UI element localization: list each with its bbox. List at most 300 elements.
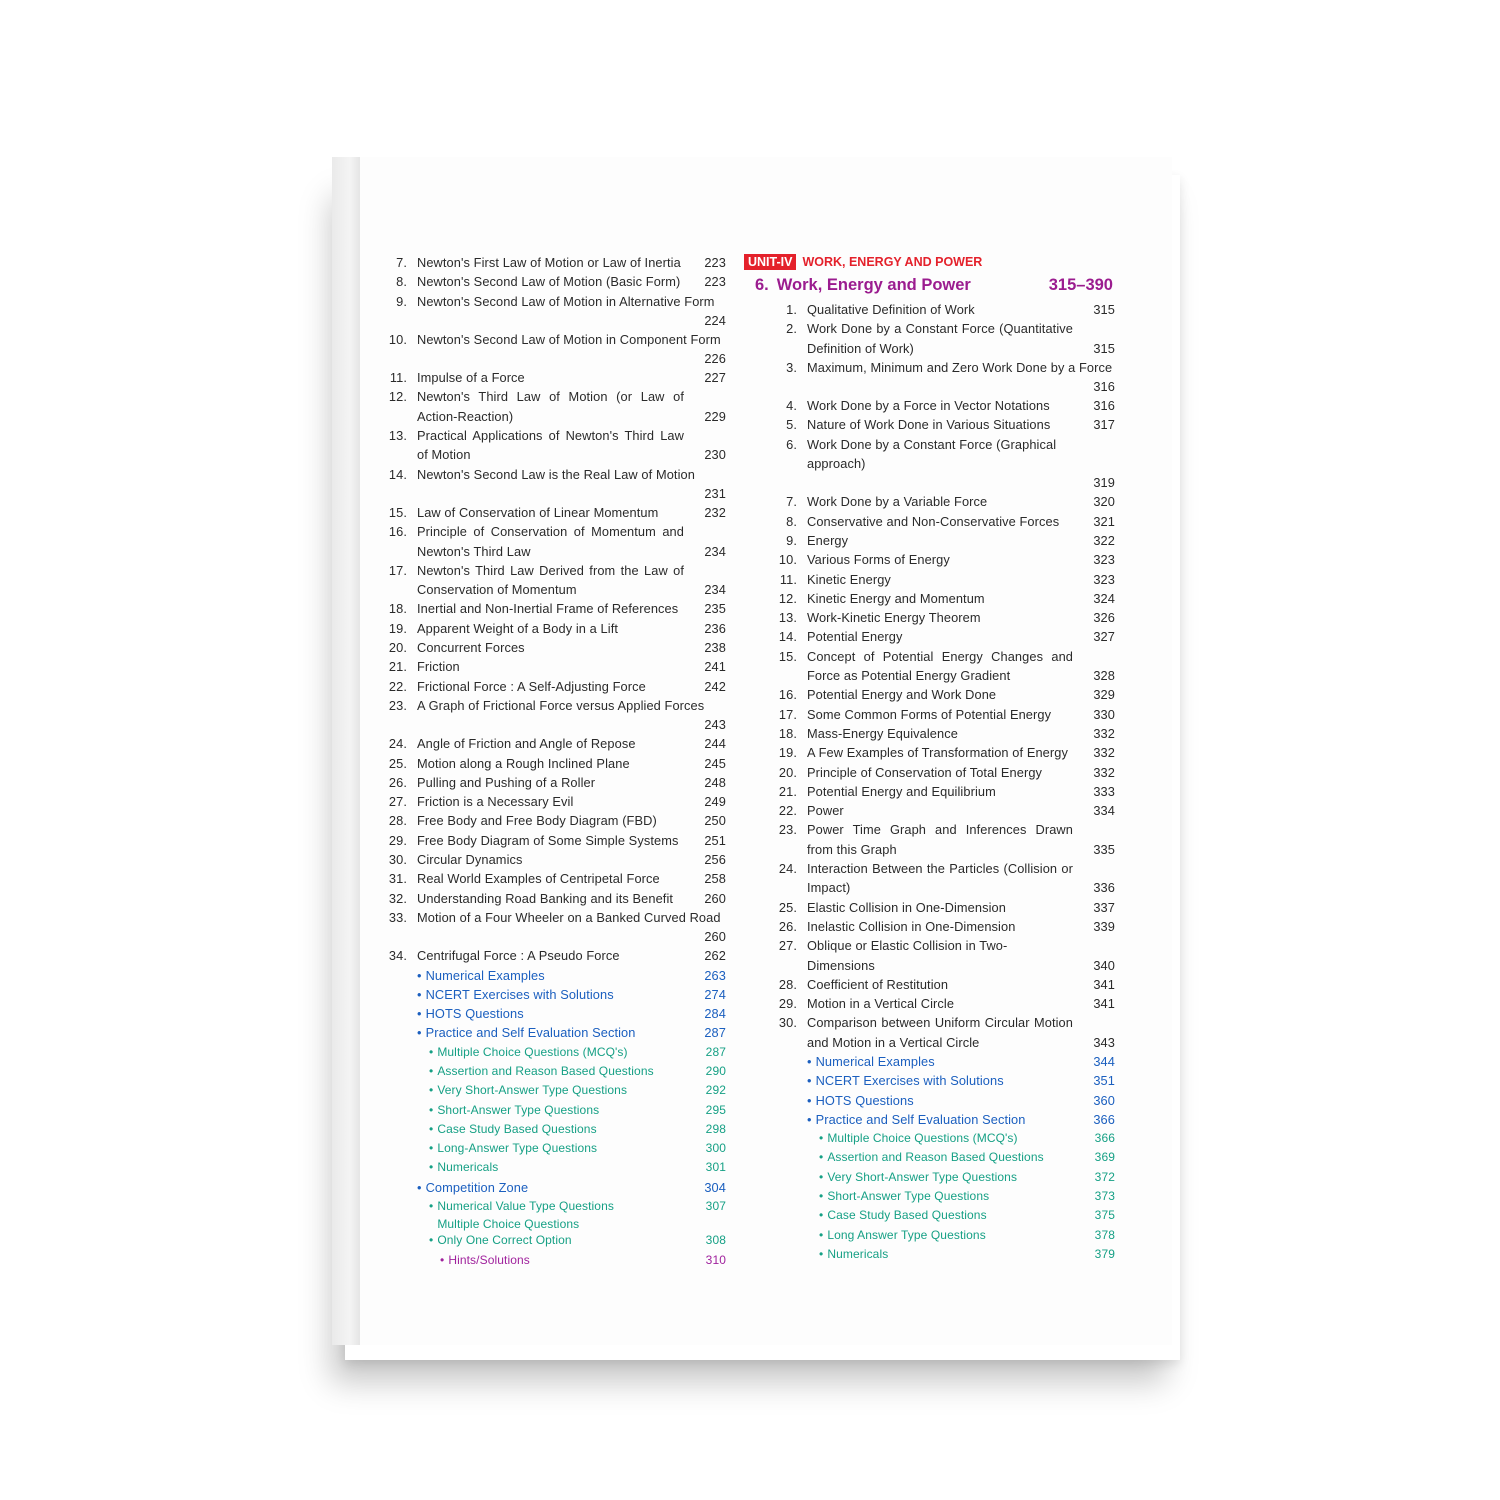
page-number: 375 [1094, 1208, 1115, 1223]
subentry-title: Case Study Based Questions [827, 1208, 987, 1223]
subentry-title: Very Short-Answer Type Questions [827, 1169, 1018, 1184]
page-number: 224 [704, 312, 726, 328]
bullet-icon: • [417, 1006, 422, 1022]
toc-entry [385, 908, 728, 946]
toc-subentry [775, 1071, 1117, 1090]
entry-title: Centrifugal Force : A Pseudo Force [417, 948, 620, 964]
entry-title: Inelastic Collision in One-Dimension [807, 918, 1016, 934]
page-number: 301 [705, 1160, 726, 1175]
chapter-pages: 315–390 [1048, 276, 1113, 294]
subentry-title: Hints/Solutions [448, 1252, 530, 1267]
bullet-icon: • [819, 1208, 824, 1223]
toc-entry [385, 368, 728, 387]
toc-entry [385, 387, 728, 426]
page-number: 326 [1093, 610, 1115, 626]
entry-title: Free Body Diagram of Some Simple Systems [417, 832, 679, 848]
page-number: 319 [1093, 475, 1115, 491]
page-number: 231 [704, 485, 726, 501]
page-number: 373 [1094, 1189, 1115, 1204]
entry-number: 2. [786, 321, 797, 337]
bullet-icon: • [819, 1246, 824, 1261]
entry-title: Potential Energy [807, 629, 903, 645]
entry-title: Apparent Weight of a Body in a Lift [417, 620, 619, 636]
toc-entry [385, 869, 728, 888]
bullet-icon: • [429, 1199, 434, 1214]
entry-number: 8. [786, 513, 797, 529]
entry-number: 11. [389, 370, 407, 386]
page-number: 372 [1094, 1169, 1115, 1184]
entry-number: 20. [388, 640, 407, 656]
toc-entry [385, 889, 728, 908]
entry-title: Concurrent Forces [417, 640, 525, 656]
subentry-title: HOTS Questions [815, 1092, 914, 1108]
toc-subentry [775, 1091, 1117, 1110]
page-number: 332 [1093, 764, 1115, 780]
toc-subentry [385, 1158, 728, 1177]
toc-entry [775, 512, 1117, 531]
toc-entry [775, 975, 1117, 994]
bullet-icon: • [429, 1141, 434, 1156]
toc-entry [385, 292, 728, 330]
toc-entry [385, 946, 728, 965]
toc-subentry [775, 1206, 1117, 1225]
toc-entry [775, 415, 1117, 434]
page-number: 329 [1093, 687, 1115, 703]
entry-title: Power Time Graph and Inferences Drawn from this Graph [807, 822, 1073, 857]
subentry-title: Numerical Examples [815, 1053, 935, 1069]
page-number: 300 [705, 1141, 726, 1156]
page-number: 262 [704, 948, 726, 964]
toc-subentry [385, 1081, 728, 1100]
chapter-title: Work, Energy and Power [776, 276, 971, 294]
entry-number: 32. [388, 890, 407, 906]
page-number: 226 [704, 350, 726, 366]
toc-subentry [775, 1226, 1117, 1245]
chapter-number: 6. [755, 276, 769, 294]
entry-number: 9. [396, 293, 407, 309]
entry-number: 13. [778, 610, 797, 626]
subentry-title: Numericals [437, 1160, 499, 1175]
subentry-title: HOTS Questions [425, 1006, 524, 1022]
entry-number: 27. [778, 938, 797, 954]
toc-entry [385, 638, 728, 657]
page-number: 234 [704, 582, 726, 598]
page-number: 315 [1093, 340, 1115, 356]
toc-subentry [385, 1139, 728, 1158]
entry-title: Inertial and Non-Inertial Frame of References [417, 601, 679, 617]
page-number: 328 [1093, 668, 1115, 684]
entry-title: Circular Dynamics [417, 852, 523, 868]
toc-entry [385, 599, 728, 618]
entry-number: 18. [778, 725, 797, 741]
entry-number: 30. [778, 1015, 797, 1031]
toc-entry [775, 763, 1117, 782]
entry-title: Energy [807, 532, 849, 548]
entry-number: 19. [388, 620, 407, 636]
page-number: 290 [705, 1063, 726, 1078]
toc-entry [385, 272, 728, 291]
subentry-title: Numerical Examples [425, 967, 545, 983]
toc-entry [385, 465, 728, 503]
entry-number: 6. [786, 436, 797, 452]
toc-entry [775, 685, 1117, 704]
page-number: 251 [704, 832, 726, 848]
entry-number: 28. [388, 813, 407, 829]
entry-number: 9. [786, 532, 797, 548]
subentry-title: Assertion and Reason Based Questions [437, 1063, 654, 1078]
page-number: 292 [705, 1083, 726, 1098]
toc-entry [775, 705, 1117, 724]
page-number: 360 [1093, 1092, 1115, 1108]
page-number: 320 [1093, 494, 1115, 510]
entry-number: 28. [778, 976, 797, 992]
entry-title: Potential Energy and Work Done [807, 687, 997, 703]
entry-title: Work Done by a Force in Vector Notations [807, 398, 1050, 414]
page-number: 249 [704, 794, 726, 810]
page-number: 366 [1093, 1111, 1115, 1127]
toc-entry [385, 734, 728, 753]
bullet-icon: • [807, 1092, 812, 1108]
toc-entry [775, 801, 1117, 820]
subentry-title: Multiple Choice Questions (MCQ's) [437, 1044, 628, 1059]
page-number: 379 [1094, 1246, 1115, 1261]
entry-title: Qualitative Definition of Work [807, 302, 975, 317]
entry-title: Maximum, Minimum and Zero Work Done by a Force [807, 359, 1113, 375]
page-number: 241 [704, 659, 726, 675]
entry-number: 3. [786, 359, 797, 375]
unit-title: WORK, ENERGY AND POWER [802, 254, 983, 269]
page-number: 330 [1093, 706, 1115, 722]
page-number: 263 [704, 967, 726, 983]
toc-entry [385, 522, 728, 561]
page-number: 287 [705, 1044, 726, 1059]
toc-subentry [385, 1004, 728, 1023]
entry-number: 25. [388, 755, 407, 771]
entry-title: Newton's Third Law Derived from the Law of Conservation of Momentum [417, 562, 684, 598]
entry-title: Concept of Potential Energy Changes and Force as Potential Energy Gradient [807, 648, 1073, 684]
bullet-icon: • [429, 1044, 434, 1059]
entry-title: Principle of Conservation of Total Energy [807, 764, 1043, 780]
toc-entry [385, 253, 728, 272]
entry-title: Work-Kinetic Energy Theorem [807, 610, 981, 626]
page-number: 337 [1093, 899, 1115, 915]
page-number: 351 [1093, 1073, 1115, 1089]
entry-title: Elastic Collision in One-Dimension [807, 899, 1006, 915]
toc-entry [385, 657, 728, 676]
toc-entry [775, 724, 1117, 743]
toc-entry [775, 550, 1117, 569]
entry-title: Work Done by a Constant Force (Graphical approach) [807, 436, 1057, 472]
entry-title: Newton's First Law of Motion or Law of Inertia [417, 255, 681, 270]
page-number: 304 [704, 1179, 726, 1195]
entry-number: 5. [786, 417, 797, 433]
page-number: 238 [704, 640, 726, 656]
page-number: 274 [704, 986, 726, 1002]
page-number: 232 [704, 504, 726, 520]
toc-entry [775, 608, 1117, 627]
page-number: 316 [1093, 398, 1115, 414]
toc-subentry [385, 985, 728, 1004]
page-number: 235 [704, 601, 726, 617]
entry-title: Principle of Conservation of Momentum and Newton's Third Law [417, 524, 684, 559]
toc-entry [385, 619, 728, 638]
toc-entry [385, 754, 728, 773]
entry-title: Free Body and Free Body Diagram (FBD) [417, 813, 657, 829]
toc-subentry [385, 1062, 728, 1081]
page-number: 230 [704, 447, 726, 463]
toc-entry [775, 994, 1117, 1013]
entry-number: 24. [388, 736, 407, 752]
toc-entry [385, 792, 728, 811]
toc-subentry [385, 1023, 728, 1042]
toc-entry [775, 1013, 1117, 1052]
toc-entry [385, 773, 728, 792]
toc-subentry [775, 1110, 1117, 1129]
bullet-icon: • [819, 1150, 824, 1165]
page-number: 321 [1093, 513, 1115, 529]
entry-number: 29. [778, 996, 797, 1012]
entry-title: Power [807, 803, 844, 819]
entry-title: Potential Energy and Equilibrium [807, 783, 996, 799]
bullet-icon: • [819, 1227, 824, 1242]
toc-subentry [775, 1245, 1117, 1264]
entry-title: Some Common Forms of Potential Energy [807, 706, 1052, 722]
entry-number: 14. [778, 629, 797, 645]
subentry-title: Short-Answer Type Questions [827, 1189, 990, 1204]
toc-subentry [385, 1101, 728, 1120]
entry-title: Newton's Second Law is the Real Law of Motion [417, 466, 695, 482]
toc-entry [775, 492, 1117, 511]
page-number: 243 [704, 716, 726, 732]
entry-title: Motion in a Vertical Circle [807, 996, 955, 1012]
toc-right-column [775, 300, 1117, 1264]
book-spine [332, 157, 362, 1345]
entry-title: Newton's Third Law of Motion (or Law of Action-Reaction) [417, 389, 684, 424]
toc-entry [775, 570, 1117, 589]
page-number: 244 [704, 736, 726, 752]
entry-number: 26. [388, 774, 407, 790]
entry-title: A Graph of Frictional Force versus Applied Forces [417, 697, 705, 713]
toc-entry [385, 811, 728, 830]
toc-subentry [385, 1251, 728, 1270]
page-number: 343 [1093, 1034, 1115, 1050]
entry-number: 13. [388, 428, 407, 444]
page-number: 236 [704, 620, 726, 636]
toc-entry [775, 300, 1117, 319]
entry-number: 29. [388, 832, 407, 848]
page-number: 335 [1093, 841, 1115, 857]
entry-number: 12. [388, 389, 407, 405]
subentry-title: Competition Zone [425, 1179, 529, 1195]
entry-title: Nature of Work Done in Various Situations [807, 417, 1051, 433]
entry-number: 16. [778, 687, 797, 703]
subentry-title: Numericals [827, 1246, 889, 1261]
entry-title: Kinetic Energy and Momentum [807, 590, 985, 606]
entry-title: Frictional Force : A Self-Adjusting Force [417, 678, 646, 694]
page-number: 234 [704, 543, 726, 559]
page-number: 227 [704, 370, 726, 386]
subentry-title: Long Answer Type Questions [827, 1227, 986, 1242]
toc-entry [385, 561, 728, 600]
entry-number: 23. [778, 822, 797, 838]
entry-number: 8. [396, 274, 407, 290]
toc-subentry [385, 1197, 728, 1216]
bullet-icon: • [429, 1233, 434, 1248]
page-number: 378 [1094, 1227, 1115, 1242]
page-number: 287 [704, 1025, 726, 1041]
toc-entry [775, 859, 1117, 898]
toc-entry [775, 898, 1117, 917]
unit-header [744, 253, 982, 270]
toc-entry [385, 850, 728, 869]
toc-subentry [775, 1052, 1117, 1071]
entry-number: 30. [388, 852, 407, 868]
page-number: 310 [705, 1252, 726, 1267]
subentry-title: Multiple Choice Questions Only One Correct Option [437, 1217, 580, 1248]
page-number: 316 [1093, 378, 1115, 394]
entry-title: Motion along a Rough Inclined Plane [417, 755, 630, 771]
entry-title: Real World Examples of Centripetal Force [417, 871, 660, 887]
toc-subentry [385, 1043, 728, 1062]
toc-subentry [385, 966, 728, 985]
entry-title: Comparison between Uniform Circular Motion and Motion in a Vertical Circle [807, 1015, 1073, 1050]
toc-subentry [775, 1129, 1117, 1148]
entry-number: 7. [786, 494, 797, 510]
entry-number: 24. [778, 861, 797, 877]
bullet-icon: • [429, 1121, 434, 1136]
bullet-icon: • [429, 1083, 434, 1098]
toc-entry [775, 936, 1117, 975]
toc-entry [775, 743, 1117, 762]
entry-number: 16. [388, 524, 407, 540]
bullet-icon: • [807, 1073, 812, 1089]
page-number: 323 [1093, 571, 1115, 587]
entry-number: 7. [396, 255, 407, 270]
entry-title: Kinetic Energy [807, 571, 891, 587]
entry-title: Newton's Second Law of Motion (Basic Form) [417, 274, 681, 290]
page-number: 223 [704, 274, 726, 290]
page-number: 323 [1093, 552, 1115, 568]
page-number: 369 [1094, 1150, 1115, 1165]
toc-entry [775, 358, 1117, 396]
entry-number: 22. [388, 678, 407, 694]
entry-title: Law of Conservation of Linear Momentum [417, 504, 659, 520]
entry-number: 27. [388, 794, 407, 810]
entry-title: Interaction Between the Particles (Collision or Impact) [807, 861, 1073, 896]
subentry-title: Very Short-Answer Type Questions [437, 1083, 628, 1098]
entry-number: 17. [388, 562, 407, 578]
toc-entry [775, 820, 1117, 859]
toc-subentry [775, 1168, 1117, 1187]
toc-left-column [385, 253, 728, 1270]
entry-title: Practical Applications of Newton's Third Law of Motion [417, 428, 684, 463]
subentry-title: NCERT Exercises with Solutions [425, 986, 614, 1002]
entry-number: 31. [388, 871, 407, 887]
toc-entry [775, 589, 1117, 608]
bullet-icon: • [417, 1179, 422, 1195]
toc-subentry [385, 1216, 728, 1250]
bullet-icon: • [429, 1063, 434, 1078]
page-number: 298 [705, 1121, 726, 1136]
page-number: 248 [704, 774, 726, 790]
toc-entry [775, 435, 1117, 493]
toc-entry [385, 696, 728, 734]
page-number: 333 [1093, 783, 1115, 799]
bullet-icon: • [429, 1102, 434, 1117]
page-number: 308 [705, 1233, 726, 1248]
toc-entry [385, 503, 728, 522]
page-number: 341 [1093, 996, 1115, 1012]
entry-number: 22. [778, 803, 797, 819]
subentry-title: Practice and Self Evaluation Section [425, 1025, 636, 1041]
entry-title: Oblique or Elastic Collision in Two-Dimensions [807, 938, 1008, 973]
toc-entry [385, 426, 728, 465]
subentry-title: Multiple Choice Questions (MCQ's) [827, 1131, 1018, 1146]
entry-number: 17. [778, 706, 797, 722]
entry-title: A Few Examples of Transformation of Energy [807, 745, 1068, 761]
subentry-title: Numerical Value Type Questions [437, 1199, 614, 1214]
bullet-icon: • [417, 986, 422, 1002]
page-number: 307 [705, 1199, 726, 1214]
entry-number: 34. [388, 948, 407, 964]
entry-number: 15. [388, 504, 407, 520]
bullet-icon: • [819, 1131, 824, 1146]
entry-title: Friction [417, 659, 460, 675]
entry-number: 12. [778, 590, 797, 606]
toc-entry [775, 917, 1117, 936]
entry-title: Work Done by a Variable Force [807, 494, 988, 510]
toc-entry [775, 319, 1117, 358]
page-number: 327 [1093, 629, 1115, 645]
page-number: 334 [1093, 803, 1115, 819]
bullet-icon: • [807, 1053, 812, 1069]
page-number: 332 [1093, 745, 1115, 761]
entry-number: 33. [388, 909, 407, 925]
page-number: 336 [1093, 880, 1115, 896]
subentry-title: NCERT Exercises with Solutions [815, 1073, 1004, 1089]
subentry-title: Long-Answer Type Questions [437, 1141, 598, 1156]
entry-title: Motion of a Four Wheeler on a Banked Curved Road [417, 909, 721, 925]
bullet-icon: • [417, 1025, 422, 1041]
bullet-icon: • [807, 1111, 812, 1127]
subentry-title: Short-Answer Type Questions [437, 1102, 600, 1117]
chapter-heading [755, 276, 1115, 295]
entry-number: 25. [778, 899, 797, 915]
entry-number: 20. [778, 764, 797, 780]
entry-number: 21. [388, 659, 407, 675]
subentry-title: Practice and Self Evaluation Section [815, 1111, 1026, 1127]
entry-title: Pulling and Pushing of a Roller [417, 774, 596, 790]
page-number: 344 [1093, 1053, 1115, 1069]
bullet-icon: • [440, 1252, 445, 1267]
entry-number: 15. [778, 648, 797, 664]
unit-badge: UNIT-IV [744, 254, 796, 270]
page-number: 317 [1093, 417, 1115, 433]
entry-title: Mass-Energy Equivalence [807, 725, 958, 741]
subentry-title: Case Study Based Questions [437, 1121, 597, 1136]
entry-number: 4. [786, 398, 797, 414]
entry-number: 14. [388, 466, 407, 482]
entry-number: 21. [778, 783, 797, 799]
entry-title: Angle of Friction and Angle of Repose [417, 736, 636, 752]
page-number: 284 [704, 1006, 726, 1022]
page-number: 260 [704, 928, 726, 944]
toc-subentry [775, 1187, 1117, 1206]
entry-number: 11. [779, 571, 797, 587]
toc-entry [775, 647, 1117, 686]
toc-subentry [385, 1120, 728, 1139]
entry-title: Work Done by a Constant Force (Quantitative Definition of Work) [807, 321, 1073, 356]
